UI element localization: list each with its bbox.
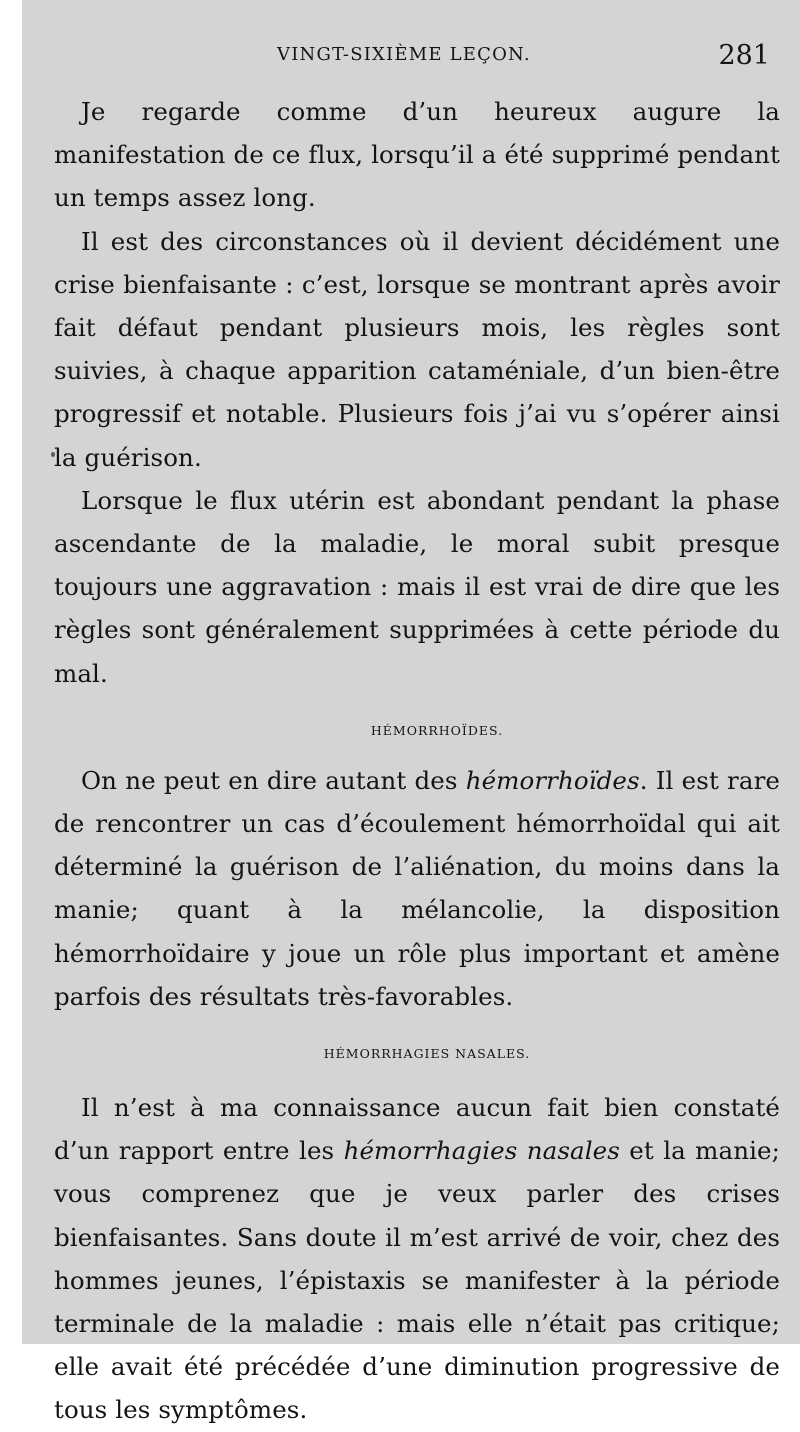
section-heading-hemorrhoides: HÉMORRHOÏDES. — [370, 722, 504, 738]
paragraph-5-italic-term: hémorrhagies nasales — [343, 1136, 620, 1166]
paragraph-5-text-start: Il n’est à ma connaissance aucun fait bien constaté d’un rapport entre les — [54, 1093, 780, 1166]
body-text — [54, 90, 780, 1432]
paragraph-2: Il est des circonstances où il devient décidément une crise bienfaisante : c’est, lorsque se montrant après avoir fait défaut pendant plusieurs mois, les règles sont suivies, à chaque apparition cataméniale, d’un bien-être progressif et notable. Plusieurs fois j’ai vu s’opérer ainsi la guérison. — [54, 226, 780, 472]
paragraph-4-italic-term: hémorrhoïdes — [465, 765, 640, 795]
paragraph-4 — [54, 759, 780, 1018]
running-title: VINGT-SIXIÈME LEÇON. — [277, 44, 531, 65]
paragraph-5-text-end: et la manie; vous comprenez que je veux parler des crises bienfaisantes. Sans doute il m’est arrivé de voir, chez des hommes jeunes, l’épistaxis se manifester à la période terminale de la maladie : mais elle n’était pas critique; elle avait été précédée d’une diminution progressive de tous les symptômes. — [54, 1136, 780, 1425]
section-heading-hemorrhagies-nasales: HÉMORRHAGIES NASALES. — [323, 1046, 531, 1062]
paragraph-4-text-start: On ne peut en dire autant des — [81, 765, 466, 795]
page-header — [22, 40, 800, 72]
paragraph-5 — [54, 1086, 780, 1432]
paragraph-1: Je regarde comme d’un heureux augure la manifestation de ce flux, lorsqu’il a été supprimé pendant un temps assez long. — [54, 97, 780, 213]
page-number: 281 — [718, 40, 770, 71]
paragraph-3: Lorsque le flux utérin est abondant pendant la phase ascendante de la maladie, le moral subit presque toujours une aggravation : mais il est vrai de dire que les règles sont généralement supprimées à cette période du mal. — [54, 485, 780, 688]
paragraph-4-text-end: . Il est rare de rencontrer un cas d’écoulement hémorrhoïdal qui ait déterminé la guérison de l’aliénation, du moins dans la manie; quant à la mélancolie, la disposition hémorrhoïdaire y joue un rôle plus important et amène parfois des résultats très-favorables. — [54, 765, 780, 1011]
